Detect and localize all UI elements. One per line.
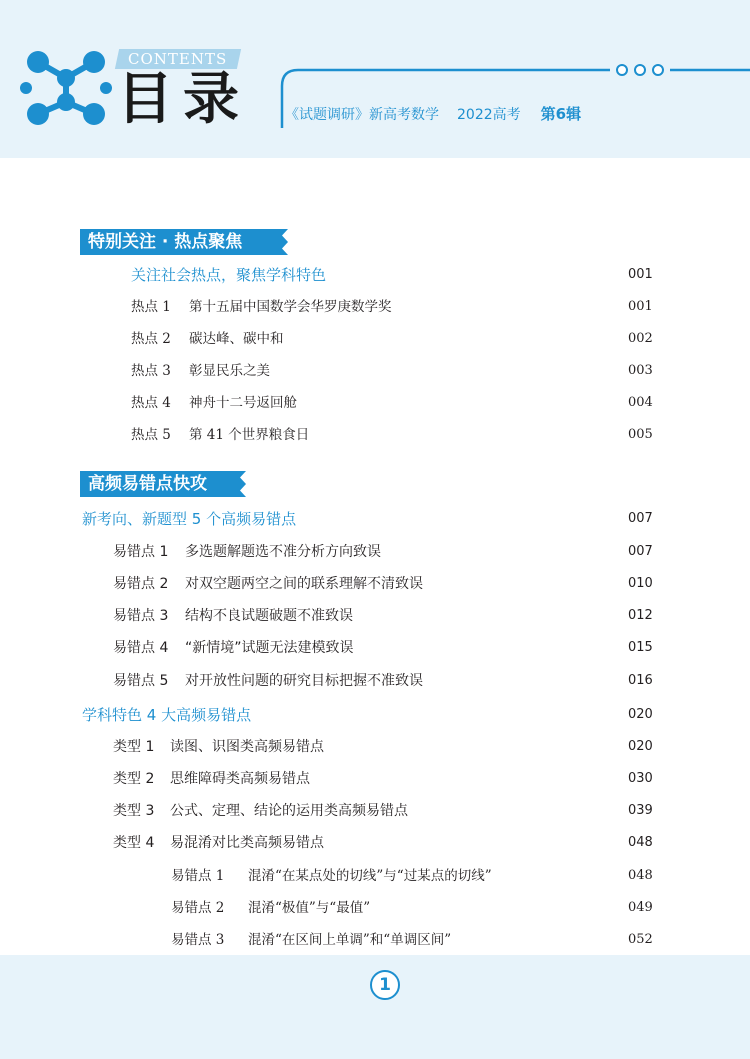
toc-item[interactable]: 易错点 1 多选题解题选不准分析方向致误 007 (113, 544, 653, 560)
toc-item[interactable]: 热点 1 第十五届中国数学会华罗庚数学奖 001 (131, 299, 653, 315)
issue-number: 第6辑 (540, 105, 582, 123)
toc-item[interactable]: 类型 2 思维障碍类高频易错点 030 (113, 771, 653, 787)
toc-heading[interactable]: 关注社会热点，聚焦学科特色 001 (131, 266, 653, 284)
toc-heading[interactable]: 新考向、新题型 5 个高频易错点 007 (82, 510, 653, 528)
page-number: 1 (370, 970, 400, 1000)
header-subtitle (285, 103, 581, 124)
toc-item[interactable]: 热点 3 彰显民乐之美 003 (131, 363, 653, 379)
footer-band (0, 955, 750, 1059)
toc-item[interactable]: 热点 2 碳达峰、碳中和 002 (131, 331, 653, 347)
three-circles-icon (617, 65, 663, 75)
page-title: 目录 (117, 67, 249, 132)
toc-item[interactable]: 易错点 3 结构不良试题破题不准致误 012 (113, 608, 653, 624)
toc-item[interactable]: 易错点 5 对开放性问题的研究目标把握不准致误 016 (113, 673, 653, 689)
toc-item[interactable]: 类型 1 读图、识图类高频易错点 020 (113, 739, 653, 755)
contents-tag: CONTENTS (115, 49, 241, 69)
toc-item[interactable]: 热点 5 第 41 个世界粮食日 005 (131, 427, 653, 443)
exam-year: 2022高考 (457, 107, 521, 123)
toc-item[interactable]: 易错点 2 对双空题两空之间的联系理解不清致误 010 (113, 576, 653, 592)
molecule-logo-icon (18, 48, 113, 128)
magazine-name: 《试题调研》新高考数学 (285, 107, 439, 123)
toc-subitem[interactable]: 易错点 3 混淆“在区间上单调”和“单调区间” 052 (171, 932, 653, 948)
section-tag-error-points: 高频易错点快攻 (80, 471, 236, 497)
toc-item[interactable]: 类型 4 易混淆对比类高频易错点 048 (113, 835, 653, 851)
toc-subitem[interactable]: 易错点 1 混淆“在某点处的切线”与“过某点的切线” 048 (171, 868, 653, 884)
toc-item[interactable]: 易错点 4 “新情境”试题无法建模致误 015 (113, 640, 653, 656)
section-tag-hot-topics: 特别关注 · 热点聚焦 (80, 229, 278, 255)
toc-subitem[interactable]: 易错点 2 混淆“极值”与“最值” 049 (171, 900, 653, 916)
toc-item[interactable]: 类型 3 公式、定理、结论的运用类高频易错点 039 (113, 803, 653, 819)
toc-item[interactable]: 热点 4 神舟十二号返回舱 004 (131, 395, 653, 411)
toc-heading[interactable]: 学科特色 4 大高频易错点 020 (82, 706, 653, 724)
